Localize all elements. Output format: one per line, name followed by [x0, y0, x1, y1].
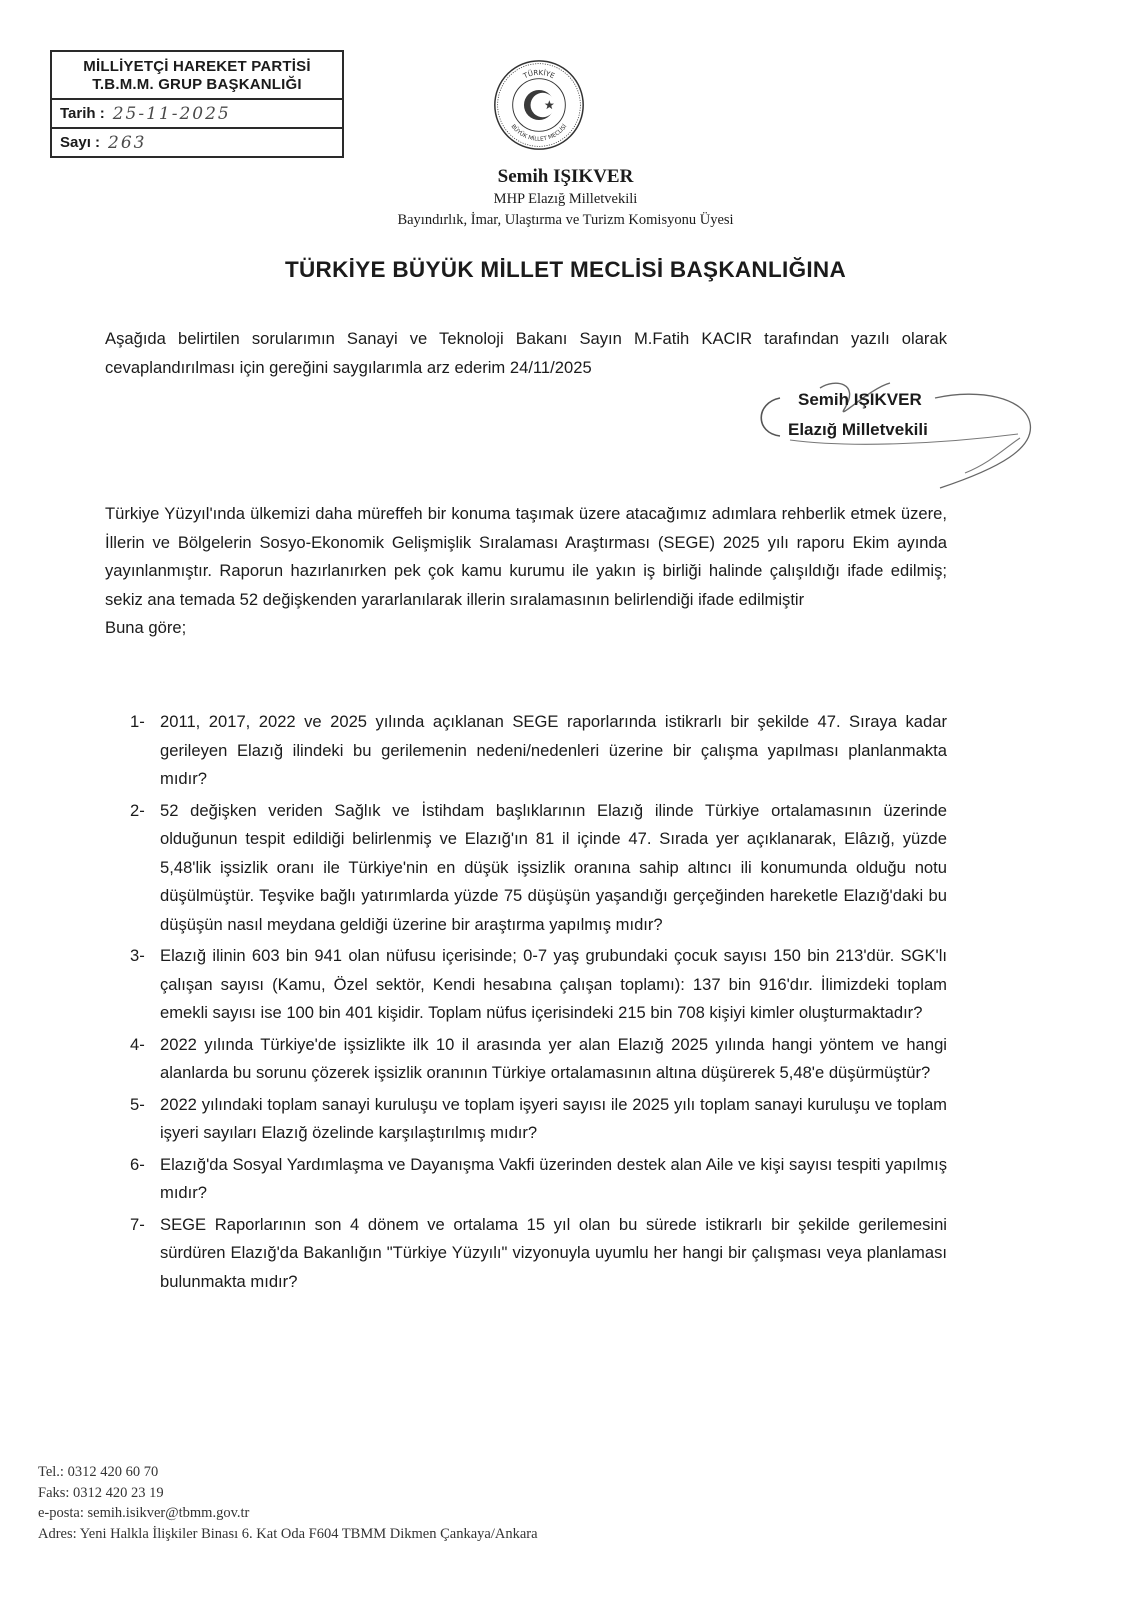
question-list: [130, 708, 947, 1299]
contact-footer: [38, 1462, 538, 1544]
question-item: [130, 708, 947, 794]
contact-email[interactable]: e-posta: semih.isikver@tbmm.gov.tr: [38, 1505, 250, 1521]
question-number: 6-: [130, 1154, 145, 1174]
question-text: Elazığ ilinin 603 bin 941 olan nüfusu içerisinde; 0-7 yaş grubundaki çocuk sayısı 150 bin 213'dür. SGK'lı çalışan sayısı (Kamu, Özel sektör, Kendi hesabına çalışan toplamı): 137 bin 916'dır. İlimizdeki toplam emekli sayısı ise 100 bin 401 kişidir. Toplam nüfus içerisindeki 215 bin 708 kişiyi kimler oluşturmaktadır?: [160, 946, 947, 1022]
question-number: 1-: [130, 712, 145, 731]
deputy-role: MHP Elazığ Milletvekili: [493, 191, 638, 207]
question-text: 2011, 2017, 2022 ve 2025 yılında açıklanan SEGE raporlarında istikrarlı bir şekilde 47. Sıraya kadar gerileyen Elazığ ilindeki bu gerilemenin nedeni/nedenleri üzerine bir çalışma yapılması planlanmakta mıdır?: [160, 712, 947, 788]
stamp-number-value: 263: [108, 132, 147, 153]
question-item: [130, 1211, 947, 1297]
stamp-date-label: Tarih :: [60, 105, 105, 122]
seal-bottom-text: BÜYÜK MİLLET MECLİSİ: [509, 123, 569, 143]
party-registry-stamp: [50, 50, 344, 158]
question-text: 2022 yılındaki toplam sanayi kuruluşu ve toplam işyeri sayısı ile 2025 yılı toplam sanayi kuruluşu ve toplam işyeri sayıları Elazığ özelinde karşılaştırılmış mıdır?: [160, 1094, 947, 1142]
question-item: [130, 797, 947, 940]
question-number: 2-: [130, 800, 145, 820]
contact-phone: Tel.: 0312 420 60 70: [38, 1464, 159, 1480]
background-paragraph: [105, 500, 947, 643]
background-text: Türkiye Yüzyıl'ında ülkemizi daha müreffeh bir konuma taşımak üzere atacağımız adımlara rehberlik etmek üzere, İllerin ve Bölgelerin Sosyo-Ekonomik Gelişmişlik Sıralaması Araştırması (SEGE) 2025 yılı raporu Ekim ayında yayınlanmıştır. Raporun hazırlanırken pek çok kamu kurumu ile yakın iş birliği halinde çalışıldığı ifade edilmiş; sekiz ana temada 52 değişkenden yararlanılarak illerin sıralamasının belirlendiği ifade edilmiştir: [105, 504, 947, 609]
stamp-party-name: MİLLİYETÇİ HAREKET PARTİSİ: [83, 58, 311, 75]
intro-paragraph: Aşağıda belirtilen sorularımın Sanayi ve Teknoloji Bakanı Sayın M.Fatih KACIR tarafından yazılı olarak cevaplandırılması için gereğini saygılarımla arz ederim 24/11/2025: [105, 329, 947, 377]
signature-role: Elazığ Milletvekili: [788, 420, 928, 439]
seal-top-text: TÜRKİYE: [521, 67, 557, 81]
stamp-group-name: T.B.M.M. GRUP BAŞKANLIĞI: [92, 76, 302, 93]
accordingly-text: Buna göre;: [105, 618, 187, 637]
question-item: [130, 942, 947, 1028]
stamp-date-value: 25-11-2025: [112, 103, 231, 124]
question-item: [130, 1031, 947, 1088]
stamp-number-label: Sayı :: [60, 134, 101, 151]
stamp-number-row: [52, 127, 342, 156]
deputy-commission: Bayındırlık, İmar, Ulaştırma ve Turizm Komisyonu Üyesi: [397, 212, 734, 228]
question-number: 3-: [130, 946, 145, 965]
contact-address: Adres: Yeni Halkla İlişkiler Binası 6. Kat Oda F604 TBMM Dikmen Çankaya/Ankara: [38, 1525, 538, 1542]
question-item: [130, 1151, 947, 1208]
question-number: 4-: [130, 1034, 145, 1054]
question-number: 7-: [130, 1214, 145, 1234]
question-text: Elazığ'da Sosyal Yardımlaşma ve Dayanışma Vakfi üzerinden destek alan Aile ve kişi sayısı tespiti yapılmış mıdır?: [160, 1154, 947, 1202]
stamp-date-row: [52, 100, 342, 127]
question-item: [130, 1091, 947, 1148]
deputy-name: Semih IŞIKVER: [497, 166, 634, 187]
question-text: 2022 yılında Türkiye'de işsizlikte ilk 10 il arasında yer alan Elazığ 2025 yılında hangi yöntem ve hangi alanlarda bu sorunu çözerek işsizlik oranının Türkiye ortalamasının altına düşürerek 5,48'e düşürmüştür?: [160, 1034, 947, 1082]
document-title: TÜRKİYE BÜYÜK MİLLET MECLİSİ BAŞKANLIĞINA: [284, 257, 847, 282]
question-number: 5-: [130, 1094, 145, 1114]
stamp-header: [52, 52, 342, 100]
question-text: 52 değişken veriden Sağlık ve İstihdam başlıklarının Elazığ ilinde Türkiye ortalamasının üzerinde olduğunun tespit edildiği belirlenmiş ve Elazığ'ın 81 il içinde 47. Sırada yer açıklanarak, Elâzığ, yüzde 5,48'lik işsizlik oranı ile Türkiye'nin en düşük işsizlik oranına sahip altıncı ili konumunda olduğu notu düşülmüştür. Teşvike bağlı yatırımlarda yüzde 75 düşüşün yaşandığı gerçeğinden hareketle Elazığ'daki bu düşüşün nasıl meydana geldiği üzerine bir araştırma yapılmış mıdır?: [160, 800, 947, 934]
signature-block: [750, 378, 1050, 508]
question-text: SEGE Raporlarının son 4 dönem ve ortalama 15 yıl olan bu sürede istikrarlı bir şekilde gerilemesini sürdüren Elazığ'da Bakanlığın "Türkiye Yüzyılı" vizyonuyla uyumlu her hangi bir çalışması veya planlaması bulunmakta mıdır?: [160, 1214, 947, 1291]
contact-fax: Faks: 0312 420 23 19: [38, 1484, 164, 1501]
signature-name: Semih IŞIKVER: [798, 390, 922, 409]
tbmm-seal-icon: [492, 58, 586, 152]
